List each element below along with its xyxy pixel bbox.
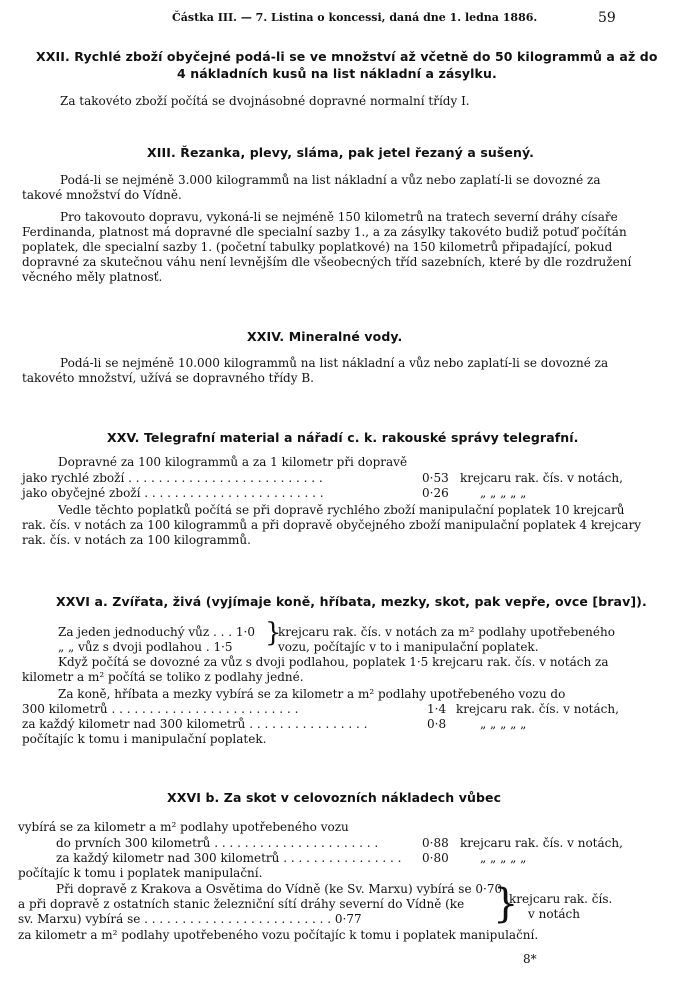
section-xxvi-b-line-3-label: za každý kilometr nad 300 kilometrů . . . . . . . . . . . . . . . . — [56, 851, 402, 865]
section-xxvi-a-line-2a: „ „ vůz s dvoji podlahou . 1·5 — [58, 640, 233, 654]
section-xxvi-a-line-5: Za koně, hříbata a mezky vybírá se za kilometr a m² podlahy upotřebeného vozu do — [58, 687, 566, 701]
section-xxv-title: XXV. Telegrafní material a nářadí c. k. rakouské správy telegrafní. — [107, 430, 579, 445]
brace-text-line-2: v notách — [528, 907, 580, 921]
section-xxii-title-line-2: 4 nákladních kusů na list nákladní a zásylku. — [177, 66, 497, 81]
section-xxv-row-2-value: 0·26 — [422, 486, 449, 500]
section-xxvi-a-line-3: Když počítá se dovozné za vůz s dvoji podlahou, poplatek 1·5 krejcaru rak. čís. v notách za — [58, 655, 609, 669]
section-xxvi-a-line-6-value: 1·4 — [427, 702, 447, 716]
section-xxvi-b-line-2-unit: krejcaru rak. čís. v notách, — [460, 836, 623, 850]
section-xxvi-b-line-6: a při dopravě z ostatních stanic železniční sítí dráhy severní do Vídně (ke — [18, 897, 465, 911]
running-title: Částka III. — 7. Listina o koncessi, daná dne 1. ledna 1886. — [172, 11, 538, 24]
section-xxvi-a-title: XXVI a. Zvířata, živá (vyjímaje koně, hříbata, mezky, skot, pak vepře, ovce [brav]). — [56, 594, 647, 609]
section-xxvi-a-line-8: počítajíc k tomu i manipulační poplatek. — [22, 732, 267, 746]
section-xxiii-title: XIII. Řezanka, plevy, sláma, pak jetel řezaný a sušený. — [147, 145, 534, 160]
signature-mark: 8* — [523, 952, 537, 966]
section-xxiii-p1-line-1: Podá-li se nejméně 3.000 kilogrammů na list nákladní a vůz nebo zaplatí-li se dovozné za — [60, 173, 601, 187]
section-xxvi-a-line-1a: Za jeden jednoduchý vůz . . . 1·0 — [58, 625, 255, 639]
section-xxiii-p2-line-2: Ferdinanda, platnost má dopravné dle specialní sazby 1., a za zásylky takovéto budiž potuď počítán — [22, 225, 627, 239]
brace-text-line-1: krejcaru rak. čís. — [509, 892, 613, 906]
section-xxv-row-1-label: jako rychlé zboží . . . . . . . . . . . . . . . . . . . . . . . . . . — [22, 471, 323, 485]
brace-glyph-2: } — [493, 881, 519, 927]
section-xxv-p-line-3: rak. čís. v notách za 100 kilogrammů. — [22, 533, 251, 547]
brace-glyph: } — [265, 618, 282, 648]
section-xxiv-title: XXIV. Mineralné vody. — [247, 329, 403, 344]
section-xxv-row-1-unit: krejcaru rak. čís. v notách, — [460, 471, 623, 485]
section-xxvi-b-line-4: počítajíc k tomu i poplatek manipulační. — [18, 866, 263, 880]
page-number: 59 — [598, 10, 616, 26]
section-xxv-row-1-value: 0·53 — [422, 471, 449, 485]
section-xxv-row-2-ditto: „ „ „ „ „ — [480, 486, 527, 500]
section-xxiii-p1-line-2: takové množství do Vídně. — [22, 188, 182, 202]
section-xxii-paragraph: Za takovéto zboží počítá se dvojnásobné dopravné normalní třídy I. — [60, 94, 470, 108]
section-xxv-row-2-label: jako obyčejné zboží . . . . . . . . . . . . . . . . . . . . . . . . — [22, 486, 324, 500]
section-xxvi-a-line-7-label: za každý kilometr nad 300 kilometrů . . . . . . . . . . . . . . . . — [22, 717, 368, 731]
section-xxvi-a-line-7-value: 0·8 — [427, 717, 447, 731]
section-xxiv-p1-line-1: Podá-li se nejméně 10.000 kilogrammů na list nákladní a vůz nebo zaplatí-li se dovozné za — [60, 356, 609, 370]
section-xxiii-p2-line-3: poplatek, dle specialní sazby 1. (početní tabulky poplatkové) na 150 kilometrů připadající, pokud — [22, 240, 613, 254]
section-xxvi-a-line-7-ditto: „ „ „ „ „ — [480, 717, 527, 731]
section-xxvi-a-line-6-unit: krejcaru rak. čís. v notách, — [456, 702, 619, 716]
section-xxii-title-line-1: XXII. Rychlé zboží obyčejné podá-li se ve množství až včetně do 50 kilogrammů a až do — [36, 49, 658, 64]
section-xxvi-a-line-1b: krejcaru rak. čís. v notách za m² podlahy upotřebeného — [278, 625, 615, 639]
section-xxiii-p2-line-1: Pro takovouto dopravu, vykoná-li se nejméně 150 kilometrů na tratech severní dráhy císaře — [60, 210, 618, 224]
section-xxiv-p1-line-2: takovéto množství, užívá se dopravného třídy B. — [22, 371, 314, 385]
section-xxv-p-line-2: rak. čís. v notách za 100 kilogrammů a při dopravě obyčejného zboží manipulační poplatek 4 krejcary — [22, 518, 642, 532]
section-xxiii-p2-line-5: věcného měly platnosť. — [22, 270, 163, 284]
section-xxiii-p2-line-4: dopravné za skutečnou váhu není levnějším dle všeobecných tříd sazebních, které by dle rozdružení — [22, 255, 632, 269]
section-xxvi-a-line-6-label: 300 kilometrů . . . . . . . . . . . . . . . . . . . . . . . . . — [22, 702, 299, 716]
section-xxvi-b-line-5: Při dopravě z Krakova a Osvětima do Vídně (ke Sv. Marxu) vybírá se 0·70 — [56, 882, 503, 896]
section-xxvi-b-title: XXVI b. Za skot v celovozních nákladech vůbec — [167, 790, 502, 805]
section-xxvi-b-line-2-value: 0·88 — [422, 836, 449, 850]
section-xxv-intro: Dopravné za 100 kilogrammů a za 1 kilometr při dopravě — [58, 455, 408, 469]
section-xxvi-b-line-3-ditto: „ „ „ „ „ — [480, 851, 527, 865]
section-xxv-p-line-1: Vedle těchto poplatků počítá se při dopravě rychlého zboží manipulační poplatek 10 krejcarů — [58, 503, 625, 517]
section-xxvi-b-line-2-label: do prvních 300 kilometrů . . . . . . . . . . . . . . . . . . . . . . — [56, 836, 379, 850]
section-xxvi-b-line-7: sv. Marxu) vybírá se . . . . . . . . . . . . . . . . . . . . . . . . . 0·77 — [18, 912, 362, 926]
section-xxvi-b-line-3-value: 0·80 — [422, 851, 449, 865]
section-xxvi-a-line-4: kilometr a m² počítá se toliko z podlahy jedné. — [22, 670, 304, 684]
section-xxvi-b-line-8: za kilometr a m² podlahy upotřebeného vozu počítajíc k tomu i poplatek manipulační. — [18, 928, 539, 942]
section-xxvi-a-line-2b: vozu, počítajíc v to i manipulační poplatek. — [278, 640, 539, 654]
section-xxvi-b-line-1: vybírá se za kilometr a m² podlahy upotřebeného vozu — [18, 820, 349, 834]
